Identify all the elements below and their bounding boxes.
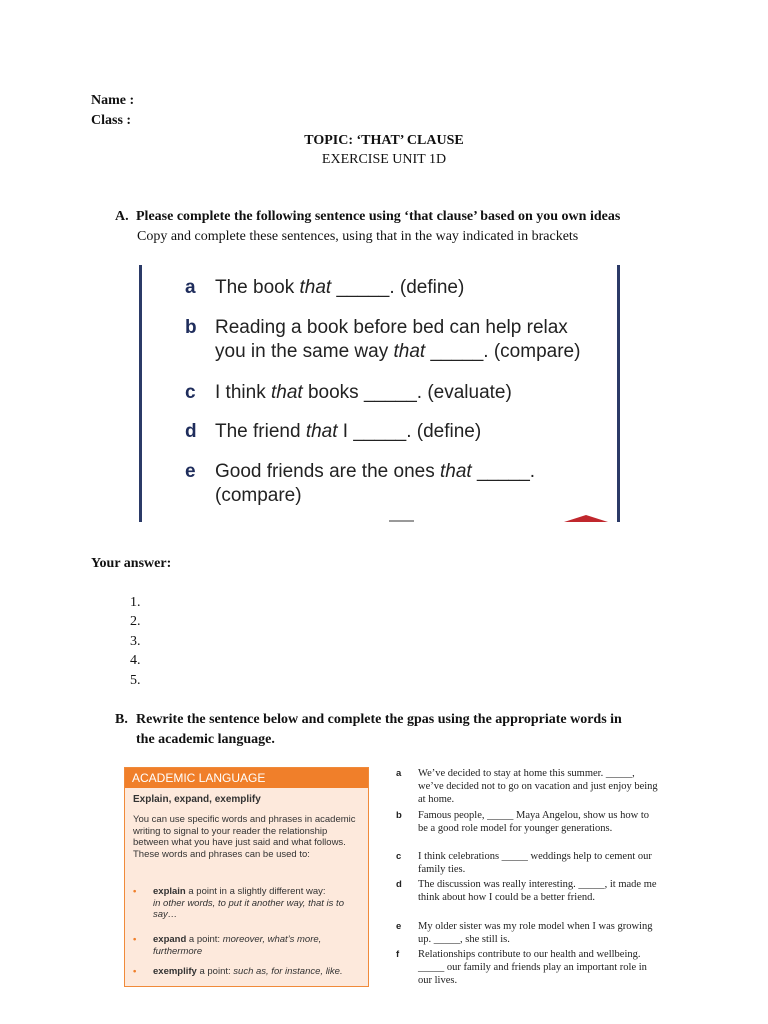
item-text: Good friends are the ones that _____. (compare) xyxy=(215,461,536,506)
item-text: Reading a book before bed can help relax you in the same way that _____. (compare) xyxy=(215,317,581,362)
item-letter: b xyxy=(185,317,197,338)
answer-line-1[interactable]: 1. xyxy=(130,595,141,610)
item-letter: c xyxy=(396,851,402,862)
section-a-title-text: Please complete the following sentence using ‘that clause’ based on you own ideas xyxy=(136,209,621,224)
section-b-title-line1: Rewrite the sentence below and complete the gpas using the appropriate words in xyxy=(136,712,622,727)
exercise-subtitle: EXERCISE UNIT 1D xyxy=(321,152,447,167)
item-text: Famous people, _____ Maya Angelou, show us how to be a good role model for younger generations. xyxy=(418,810,649,834)
section-a-instruction: Copy and complete these sentences, using that in the way indicated in brackets xyxy=(137,229,579,244)
item-text: The discussion was really interesting. _____, it made me think about how I could be a better friend. xyxy=(418,879,657,903)
bullet-dot: • xyxy=(133,934,137,945)
answer-line-4[interactable]: 4. xyxy=(130,653,141,668)
name-label: Name : xyxy=(91,93,135,108)
topic-title: TOPIC: ‘THAT’ CLAUSE xyxy=(304,133,464,148)
item-letter: b xyxy=(396,810,402,821)
academic-language-heading: ACADEMIC LANGUAGE xyxy=(125,768,368,788)
item-text: Relationships contribute to our health and wellbeing. _____ our family and friends play an important role in our lives. xyxy=(418,949,647,986)
exercise-a-box xyxy=(139,265,620,522)
section-a-title xyxy=(115,209,620,225)
item-letter: a xyxy=(185,277,196,298)
item-text: My older sister was my role model when I was growing up. _____, she still is. xyxy=(418,921,653,945)
item-text: We’ve decided to stay at home this summer. _____, we’ve decided not to go on vacation and just enjoy being at home. xyxy=(418,768,658,805)
bullet-dot: • xyxy=(133,886,137,897)
academic-language-body: You can use specific words and phrases in academic writing to signal to your reader the relationship between what you have just said and what follows. These words and phrases can be used to: xyxy=(133,814,356,860)
answer-line-3[interactable]: 3. xyxy=(130,634,141,649)
item-text: I think that books _____. (evaluate) xyxy=(215,382,512,403)
item-text: I think celebrations _____ weddings help to cement our family ties. xyxy=(418,851,652,875)
your-answer-label: Your answer: xyxy=(91,556,172,571)
decorative-red-triangle xyxy=(564,515,608,522)
section-b-title-line2: the academic language. xyxy=(136,732,275,747)
box-left-border xyxy=(139,265,142,522)
decorative-line xyxy=(389,520,414,522)
item-letter: a xyxy=(396,768,402,779)
item-letter: d xyxy=(396,879,402,890)
item-letter: c xyxy=(185,382,196,403)
answer-line-2[interactable]: 2. xyxy=(130,614,141,629)
academic-language-subheading: Explain, expand, exemplify xyxy=(133,794,261,805)
item-text: The friend that I _____. (define) xyxy=(215,421,482,442)
answer-line-5[interactable]: 5. xyxy=(130,673,141,688)
academic-language-box: ACADEMIC LANGUAGE Explain, expand, exemplify You can use specific words and phrases in academic writing to signal to your reader the relationship between what you have just said and what follows. These words and phrases can be used to: • explain a point in a slightly different way: in other words, to put it another way, that is to say… • expand a point: moreover, what’s more, furthermore • exemplify a point: such as, for instance, like. xyxy=(124,767,369,987)
item-letter: d xyxy=(185,421,197,442)
section-a-letter: A. xyxy=(115,209,129,224)
bullet-dot: • xyxy=(133,966,137,977)
item-letter: e xyxy=(185,461,196,482)
section-b-title xyxy=(115,710,675,750)
item-letter: e xyxy=(396,921,402,932)
class-label: Class : xyxy=(91,113,132,128)
box-right-border xyxy=(617,265,620,522)
item-text: The book that _____. (define) xyxy=(215,277,465,298)
item-letter: f xyxy=(396,949,400,960)
section-b-letter: B. xyxy=(115,712,128,727)
